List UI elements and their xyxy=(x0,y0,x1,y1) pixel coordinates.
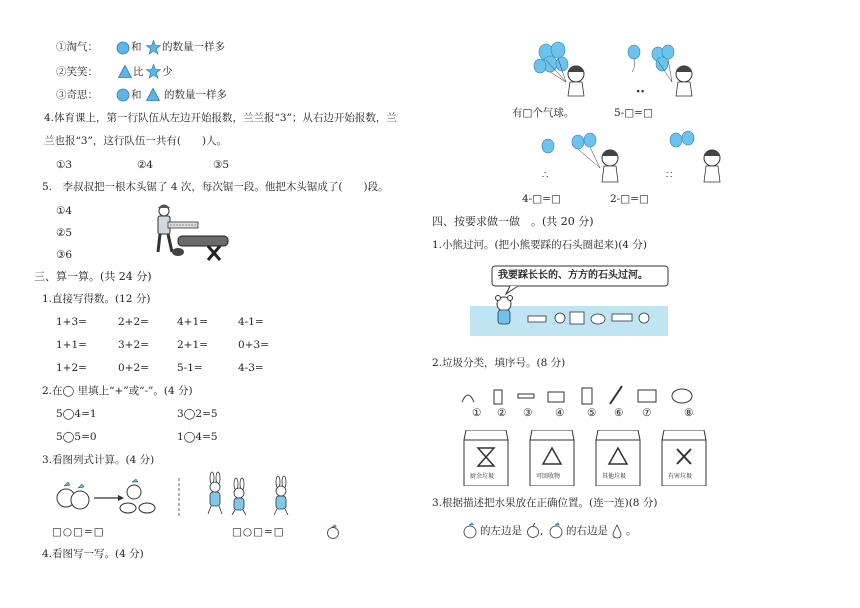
fill-op-item: 3◯2=5 xyxy=(177,408,218,420)
fill-op-item: 5◯5=0 xyxy=(56,431,97,443)
choice-2-mid: 比 xyxy=(133,66,144,78)
bin-label: 可回收物 xyxy=(536,473,561,480)
balloons-girl-illustration xyxy=(536,42,592,98)
peaches-illustration xyxy=(52,478,162,516)
bin-other[interactable] xyxy=(592,430,644,486)
bin-label: 其他垃圾 xyxy=(602,473,627,480)
fill-op-item: 5◯4=1 xyxy=(56,408,97,420)
section-4-title: 四、按要求做一做 。(共 20 分) xyxy=(432,215,594,228)
dashed-divider xyxy=(178,478,180,518)
circle-icon xyxy=(116,88,130,102)
calc-cell: 1+1= xyxy=(56,339,87,351)
choice-3-and: 和 xyxy=(131,89,142,101)
sub-question-4: 4.看图写一写。(4 分) xyxy=(42,548,144,560)
svg-text:∴: ∴ xyxy=(542,170,549,181)
peach-icon xyxy=(326,524,340,539)
right-sub-question-1: 1.小熊过河。(把小熊要踩的石头圈起来)(4 分) xyxy=(432,239,647,251)
question-4-line2: 兰也报“3”，这行队伍一共有( )人。 xyxy=(44,135,228,147)
balloon-count-text: 有□个气球。 xyxy=(512,107,575,119)
choice-3-label: ③奇思： xyxy=(56,89,98,101)
calc-cell: 0+2= xyxy=(118,362,149,374)
rabbits-illustration xyxy=(196,472,300,516)
circle-icon xyxy=(116,41,130,55)
trash-number: ② xyxy=(497,407,507,419)
calc-cell: 4-3= xyxy=(238,362,264,374)
balloon-equation: 5-□=□ xyxy=(614,107,653,119)
apple-icon xyxy=(526,522,540,538)
q4-choice-a: ①3 xyxy=(56,159,73,171)
calc-cell: 4+1= xyxy=(177,316,208,328)
calc-cell: 1+3= xyxy=(56,316,87,328)
q5-choice-c: ③6 xyxy=(56,249,73,261)
choice-2-label: ②笑笑： xyxy=(56,66,98,78)
man-sawing-wood-illustration xyxy=(150,202,240,262)
formula-blank-b[interactable]: □○□=□ xyxy=(232,526,285,538)
calc-cell: 2+2= xyxy=(118,316,149,328)
calc-cell: 3+2= xyxy=(118,339,149,351)
q4-choice-b: ②4 xyxy=(137,159,154,171)
bin-hazardous[interactable] xyxy=(658,430,710,486)
choice-1-label: ①淘气： xyxy=(56,41,98,53)
choice-1 xyxy=(56,42,98,53)
peach-icon xyxy=(548,522,564,539)
bin-label: 厨余垃圾 xyxy=(470,473,495,480)
formula-blank-a[interactable]: □○□=□ xyxy=(52,526,105,538)
section-3-title: 三、算一算。(共 24 分) xyxy=(34,270,152,283)
balloons-girl-illustration xyxy=(538,128,632,184)
sub-question-1: 1.直接写得数。(12 分) xyxy=(42,293,151,305)
q5-choice-a: ①4 xyxy=(56,205,73,217)
trash-number: ⑧ xyxy=(684,407,694,419)
fruit-clue-a: 的左边是 xyxy=(480,525,522,537)
choice-1-and: 和 xyxy=(131,41,142,53)
trash-number: ⑦ xyxy=(642,407,652,419)
right-sub-question-2: 2.垃圾分类，填序号。(8 分) xyxy=(432,357,566,369)
star-icon xyxy=(146,40,161,55)
choice-3-tail: 的数量一样多 xyxy=(164,89,227,101)
trash-items-illustration xyxy=(458,384,708,408)
star-icon xyxy=(146,64,161,79)
trash-number: ⑤ xyxy=(587,407,597,419)
period: 。 xyxy=(626,525,637,537)
speech-bubble-text: 我要踩长长的、方方的石头过河。 xyxy=(498,270,648,281)
trash-number: ⑥ xyxy=(614,407,624,419)
fill-op-item: 1◯4=5 xyxy=(177,431,218,443)
bin-recyclable[interactable] xyxy=(526,430,578,486)
calc-cell: 5-1= xyxy=(177,362,203,374)
question-5: 5. 李叔叔把一根木头锯了 4 次，每次锯一段。他把木头锯成了( )段。 xyxy=(42,181,389,193)
calc-cell: 1+2= xyxy=(56,362,87,374)
bin-kitchen[interactable] xyxy=(460,430,512,486)
balloons-girl-illustration xyxy=(664,128,734,184)
balloon-equation: 4-□=□ xyxy=(522,193,561,205)
svg-text:∷: ∷ xyxy=(666,170,673,181)
choice-1-tail: 的数量一样多 xyxy=(162,41,225,53)
right-sub-question-3: 3.根据描述把水果放在正确位置。(连一连)(8 分) xyxy=(432,497,658,509)
trash-number: ④ xyxy=(555,407,565,419)
sub-question-2: 2.在◯ 里填上“+”或“-”。(4 分) xyxy=(42,385,193,397)
trash-number: ① xyxy=(472,407,482,419)
calc-cell: 2+1= xyxy=(177,339,208,351)
comma: , xyxy=(540,525,544,537)
q4-choice-c: ③5 xyxy=(213,159,230,171)
fruit-clue-b: 的右边是 xyxy=(566,525,608,537)
sub-question-3: 3.看图列式计算。(4 分) xyxy=(42,454,155,466)
pear-icon xyxy=(610,522,624,539)
bin-label: 有害垃圾 xyxy=(668,473,693,480)
calc-cell: 4-1= xyxy=(238,316,264,328)
svg-text:∙∙: ∙∙ xyxy=(636,87,645,97)
balloon-equation: 2-□=□ xyxy=(610,193,649,205)
balloons-girl-illustration xyxy=(626,42,702,98)
peach-icon xyxy=(462,522,478,539)
choice-2-tail: 少 xyxy=(162,66,173,78)
trash-number: ③ xyxy=(523,407,533,419)
q5-choice-b: ②5 xyxy=(56,227,73,239)
triangle-icon xyxy=(146,88,160,101)
triangle-icon xyxy=(118,65,132,78)
calc-cell: 0+3= xyxy=(238,339,269,351)
question-4-line1: 4.体育课上，第一行队伍从左边开始报数，兰兰报“3”；从右边开始报数，兰 xyxy=(44,112,397,124)
